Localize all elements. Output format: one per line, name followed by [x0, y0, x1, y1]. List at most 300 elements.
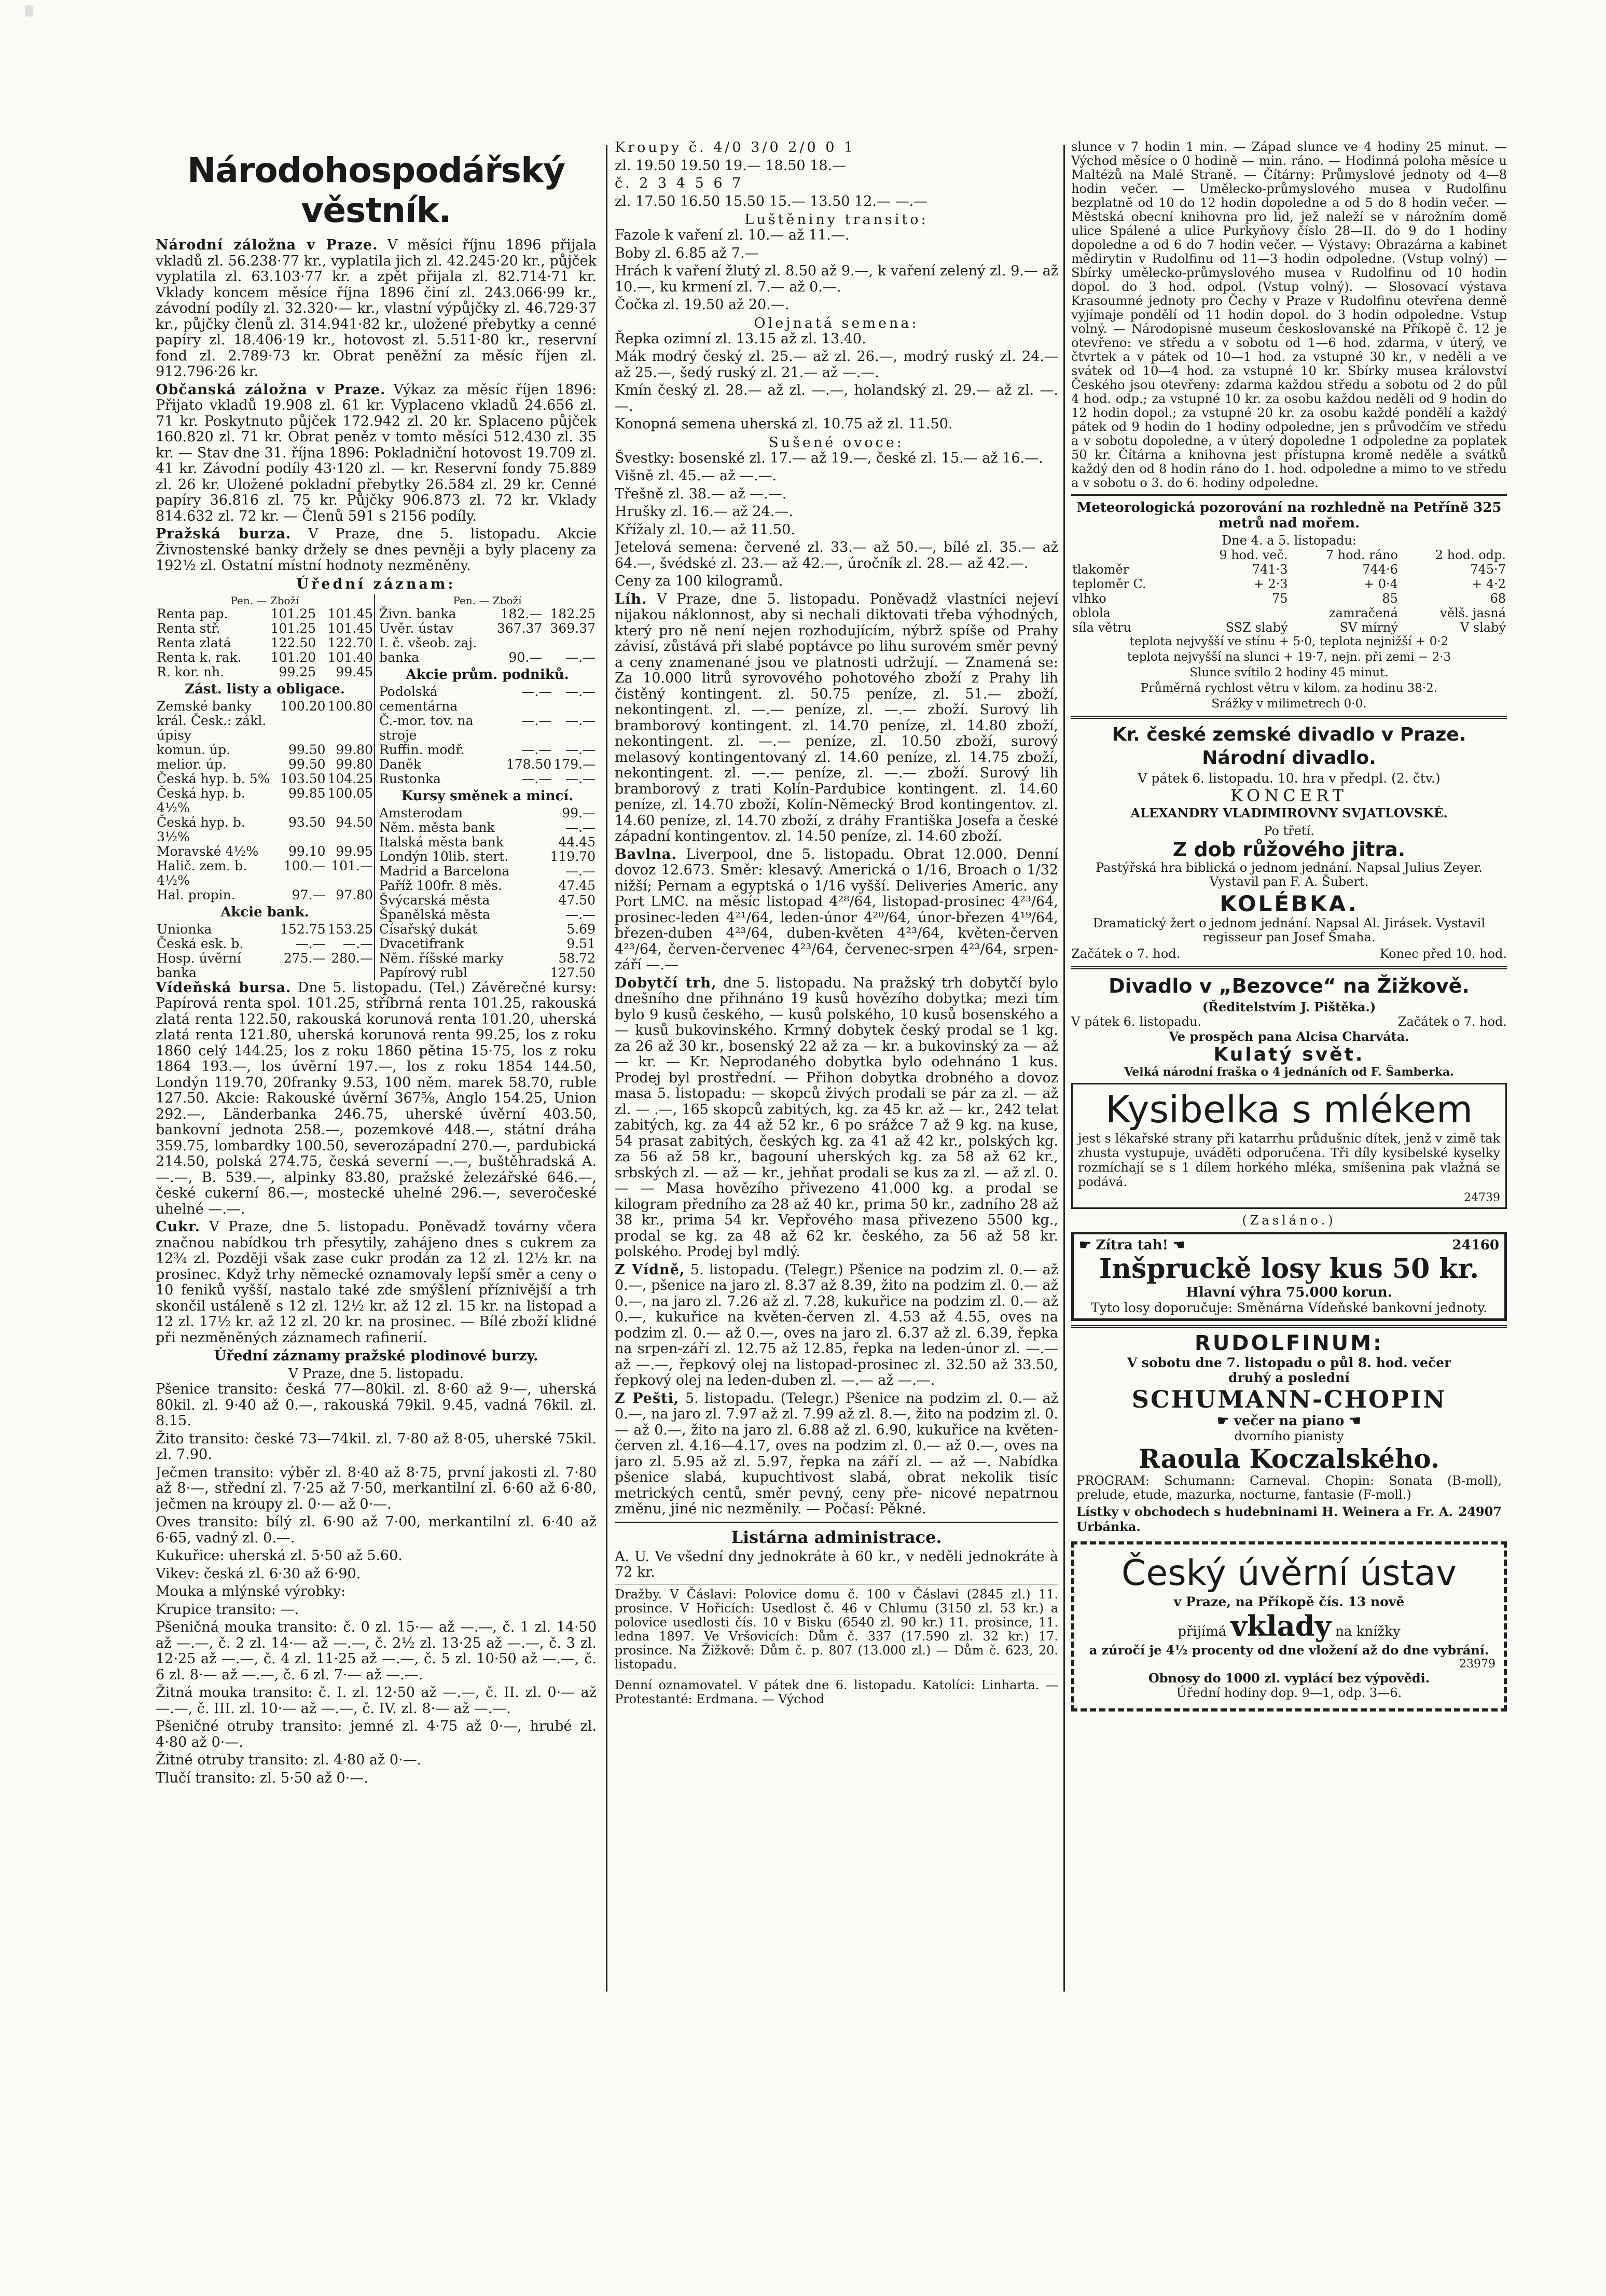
kroupy-head: Kroupy č. 4/0 3/0 2/0 0 1 — [615, 140, 856, 156]
row-label: Něm. města bank — [379, 819, 495, 835]
meteo-extra — [1071, 635, 1507, 711]
article-pest — [615, 1391, 1058, 1518]
ad-program: PROGRAM: Schumann: Carneval. Chopin: Sonata (B-moll), prelude, etude, mazurka, nocturne, fantasie (F-moll.) — [1076, 1473, 1502, 1502]
article-body: Dne 5. listopadu. (Tel.) Závěrečné kursy: Papírová renta spol. 101.25, stříbrná renta 101.25, rakouská zlatá renta 122.50, rakouská korunová renta 101.20, uherská zlatá renta 121.80, uherská korunová renta 99.25, los z roku 1860 celý 144.25, los z roku 1860 pětina 15·75, los z roku 1864 193.—, los úvěrní 197.—, los z roku 1854 144.50, Londýn 119.70, 20franky 9.53, 100 něm. marek 58.70, ruble 127.50. Akcie: Rakouské úvěrní 367⅝, Anglo 154.25, Union 292.—, Länderbanka 246.75, uherské úvěrní 403.50, bankovní jednota 258.—, pozemkové 448.—, státní dráha 359.75, lombardky 100.50, severozápadní 270.—, pardubická 214.50, polská 274.75, česká severní —.—, buštěhradská A. —.—, B. 539.—, alpinky 83.80, pražské železářské 646.—, české cukerní 86.—, mostecké uhelné 296.—, severočeské uhelné —.—. — [156, 979, 597, 1217]
ad-number: 24907 — [1458, 1504, 1502, 1519]
meteo-extra-item: teplota nejvyšší ve stínu + 5·0, teplota nejnižší + 0·2 — [1129, 635, 1449, 648]
bank-share-row — [156, 937, 374, 951]
rates-table-right — [378, 607, 597, 665]
rate-row — [378, 607, 597, 621]
ad-composers: SCHUMANN-CHOPIN — [1131, 1385, 1447, 1413]
divider — [615, 1522, 1058, 1523]
ad-pianist: Raoula Koczalského. — [1138, 1443, 1440, 1474]
row-value: 101.45 — [327, 606, 373, 621]
row-value: 99.85 — [288, 785, 326, 801]
row-value: 100.20 — [280, 698, 326, 714]
article-body: dne 5. listopadu. Na pražský trh dobytčí bylo dnešního dne přihnáno 19 kusů hovězího dobytka; mezi tím bylo 9 kusů českého, — kusů polského, 10 kusů bosenského a — kusů bukovinského. Krmný dobytek český prodal se 1 kg. za 26 až 30 kr., bosenský 22 až za — kr. a bukovinský za — až — kr. — Kr. Neprodaného dobytka bylo odehnáno 1 kus. Prodej byl prostřední. — Přihon dobytka drobného a dovoz masa 5. listopadu: — skopců živých prodali se pár za zl. — až zl. — .—, 165 skopců zabitých, kg. za 45 kr. až — kr., 242 telat zabitých, kg. za 44 až 52 kr., 6 po srážce 7 až 9 kg. na kuse, 54 prasat zabitých, českých kg. za 41 až 42 kr., polských kg. za 56 až 58 kr., bagouní uherských kg. za 58 až 62 kr., srbských zl. — až — kr., jehňat prodali se kus za zl. — až zl. 0.— — Masa hovězího přivezeno 41.000 kg. a prodal se kilogram předního za 28 až 40 kr., prima 50 kr., zadního 28 až 38 kr., prima 54 kr. Vepřového masa přivezeno 5500 kg., prodal se kg. za 48 až 62 kr. českého, za 56 až 58 kr. polského. Prodej byl mdlý. — [615, 975, 1058, 1260]
lusteniny-item: Fazole k vaření zl. 10.— až 11.—. — [615, 227, 850, 243]
produce-item: Pšenice transito: česká 77—80kil. zl. 8·60 až 9·—, uherská 80kil. zl. 9·40 až 0.—, rakouská 79kil. 9.45, vadná 76kil. zl. 8.15. — [156, 1381, 597, 1429]
ad-number: 24160 — [1452, 1237, 1499, 1253]
row-value: 85 — [1382, 591, 1398, 606]
row-label: Renta pap. — [157, 606, 228, 621]
row-value: 152.75 — [280, 921, 326, 937]
meteo-row — [1071, 591, 1507, 606]
article-heading: Dobytčí trh, — [615, 975, 717, 991]
row-label: Halič. zem. b. 4½% — [157, 858, 247, 888]
lusteniny-list — [615, 228, 1058, 313]
row-label: oblola — [1072, 606, 1111, 620]
koncert-label: KONCERT — [1230, 786, 1348, 805]
row-value: 101.20 — [270, 649, 316, 665]
exchange-row — [378, 966, 597, 980]
row-label — [1071, 548, 1184, 562]
share-row — [378, 714, 597, 743]
olej-item: Řepka ozimní zl. 13.15 až zl. 13.40. — [615, 330, 866, 347]
row-value: —.— — [565, 863, 596, 879]
ovoce-item: Višně zl. 45.— až —.—. — [615, 468, 777, 484]
ovoce-item: Švestky: bosenské zl. 17.— až 19.—, české zl. 15.— až 16.—. — [615, 450, 1043, 466]
ovoce-item: Ceny za 100 kilogramů. — [615, 573, 783, 589]
end-time: Konec před 10. hod. — [1379, 947, 1507, 961]
row-value: 101.25 — [270, 606, 316, 621]
ad-text: jest s lékařské strany při katarrhu průdušnic dítek, jenž v zimě tak zhusta vystupuje, uváděti odporučena. Tři díly kysibelské kyselky rozmíchají se s 1 dílem horkého mléka, smíšenina pak vlažná se podává. — [1078, 1131, 1500, 1189]
bond-row — [156, 757, 374, 772]
row-value: —.— — [565, 819, 596, 835]
play-text: Pastýřská hra biblická o jednom jednání. Napsal Julius Zeyer. Vystavil pan F. A. Šubert. — [1096, 860, 1483, 889]
row-value: 745·7 — [1470, 562, 1506, 577]
meteo-extra-item: Slunce svítilo 2 hodiny 45 minut. — [1189, 666, 1389, 679]
bond-row — [156, 888, 374, 902]
article-heading: Bavlna. — [615, 846, 677, 862]
ad-vklady-line — [1083, 1609, 1496, 1643]
row-value: + 4·2 — [1472, 577, 1506, 591]
ad-line: přijímá — [1178, 1624, 1227, 1639]
zaslano: (Zasláno.) — [1242, 1213, 1336, 1228]
article-body: V Praze, dne 5. listopadu. Poněvadž továrny včera značnou nabídkou trh přesytily, zahájeno dnes s cukrem za 12¾ zl. Později však zase cukr prodán za 12 zl. 12½ kr. na prosinec. Když trhy německé oznamovaly lepší směr a ceny o 10 feniků vyšší, nastalo také zde smýšlení příznivější a trh skončil ustáleně s 12 zl. 12½ kr. až 12 zl. 15 kr. na listopad a 12 zl. 17½ kr. až 12 zl. 20 kr. na prosinec. — Bílé zboží klidné při nezměněných záznamech rafinerií. — [156, 1219, 597, 1346]
ad-line: na knížky — [1335, 1624, 1401, 1639]
koncert-name: ALEXANDRY VLADIMIROVNY SVJATLOVSKÉ. — [1130, 805, 1448, 820]
play-text: Dramatický žert o jednom jednání. Napsal Al. Jirásek. Vystavil regisseur pan Josef Šmaha. — [1092, 916, 1486, 944]
row-value: 182.— — [500, 606, 543, 621]
ad-footer — [1076, 1504, 1502, 1534]
hand-icon: ☛ večer na piano ☚ — [1217, 1413, 1361, 1429]
bond-row — [156, 815, 374, 844]
national-theatre-heading: Národní divadlo. — [1202, 747, 1376, 769]
rate-row — [378, 636, 597, 650]
oznamovatel-text: Denní oznamovatel. V pátek dne 6. listopadu. Katolíci: Linharta. — Protestanté: Erdmana. — Východ — [615, 1677, 1058, 1706]
meteo-row — [1071, 606, 1507, 620]
exchange-row — [378, 937, 597, 951]
rate-row — [156, 650, 374, 665]
ad-title: Český úvěrní ústav — [1121, 1553, 1457, 1594]
exchange-row — [378, 850, 597, 864]
official-record-heading: Úřední záznam: — [296, 576, 456, 592]
meteo-extra-item: Průměrná rychlost větru v kilom. za hodinu 38·2. — [1140, 681, 1438, 695]
ad-number: 24739 — [1464, 1191, 1500, 1204]
row-value: 153.25 — [327, 921, 373, 937]
produce-item: Žito transito: české 73—74kil. zl. 7·80 až 8·05, uherské 75kil. zl. 7.90. — [156, 1430, 597, 1463]
row-value: —.— — [521, 713, 552, 728]
bezovce-sub: (Ředitelstvím J. Pištěka.) — [1202, 999, 1376, 1014]
bonds-heading: Zást. listy a obligace. — [185, 681, 345, 697]
article-body: V Praze, dne 5. listopadu. Poněvadž vlastníci nejeví nijakou náklonnost, aby si nechali diktovati třeba výhodných, který pro ně není nejen rozhodujícím, nýbrž spíše od Prahy závisí, zůstává při slabé poptávce po lihu surovém směr pevný a ceny znamenané jsou ve platnosti udržují. — Znamená se: Za 10.000 litrů syrovového pohotového zboží z Prahy lih čistěný kontingent. zl. 50.75 peníze, zl. 51.— zboží, nekontingent. zl. —.— peníze, zl. —.— zboží. Surový lih bramborový kontingent. zl. 14.70 peníze, zl. 14.80 zboží, nekontingent. zl. —.— peníze, zl. 10.50 zboží, surový melasový kontingentovaný zl. 14.60 peníze, zl. 14.75 zboží, nekontingent. zl. —.— peníze, zl. —.— zboží. Surový lih bramborový z trati Kolín-Pardubice kontingent. zl. 14.60 peníze, zl. 14.70 zboží, Kolín-Německý Brod kontingentov. zl. 14.60 peníze, zl. 14.70 zboží, z dráhy Františka Josefa a české západní kontingentov. zl. 14.50 peníze, zl. 14.60 zboží. — [615, 591, 1058, 844]
row-label: Moravské 4½% — [157, 843, 259, 859]
row-value: SSZ slabý — [1225, 620, 1288, 635]
produce-list — [156, 1382, 597, 1786]
row-value: V slabý — [1460, 620, 1506, 635]
bond-row — [156, 844, 374, 859]
row-label: Česká hyp. b. 3½% — [157, 814, 245, 844]
row-value: —.— — [565, 713, 596, 728]
meteo-col-head: 7 hod. ráno — [1325, 548, 1398, 562]
row-value: 369.37 — [550, 620, 596, 636]
ad-kysibelka — [1071, 1083, 1507, 1209]
row-value: + 2·3 — [1253, 577, 1288, 591]
row-label: Česká hyp. b. 5% — [157, 771, 270, 786]
row-value: 101.40 — [327, 649, 373, 665]
meteo-extra-item: teplota nejvyšší na slunci + 19·7, nejn. při zemi − 2·3 — [1127, 650, 1451, 664]
po-tom: Po třetí. — [1264, 824, 1314, 838]
row-value: —.— — [521, 742, 552, 757]
row-value: SV mírný — [1339, 620, 1398, 635]
article-bavlna — [615, 847, 1058, 973]
benefit-line: Ve prospěch pana Alcisa Charváta. — [1169, 1029, 1409, 1044]
row-label: Madrid a Barcelona — [379, 863, 510, 879]
article-prazska-burza — [156, 526, 597, 574]
produce-item: Krupice transito: —. — [156, 1601, 299, 1618]
row-value: 99.80 — [336, 742, 373, 757]
row-value: 100.— — [283, 858, 326, 873]
row-label: Dvacetifrank — [379, 936, 464, 951]
meteo-extra-item: Srážky v milimetrech 0·0. — [1211, 697, 1367, 711]
article-dobytek — [615, 976, 1058, 1260]
listarna-heading: Listárna administrace. — [731, 1527, 942, 1547]
bezovce-title: Divadlo v „Bezovce“ na Žižkově. — [1109, 975, 1470, 997]
produce-item: Pšeničná mouka transito: č. 0 zl. 15·— až —.—, č. 1 zl. 14·50 až —.—, č. 2 zl. 14·— až —.—, č. 2½ zl. 13·25 až —.—, č. 3 zl. 12·25 až —.—, č. 4 zl. 11·25 až —.—, č. 5 zl. 10·50 až —.—, č. 6 zl. 8·— až —.—, č. 6 zl. 7·— až —.—. — [156, 1619, 597, 1683]
binding-hole — [25, 5, 33, 17]
row-value: 99.— — [562, 805, 596, 820]
play-title: KOLÉBKA. — [1220, 891, 1359, 916]
row-value: 58.72 — [558, 950, 596, 966]
row-value: 97.80 — [336, 887, 373, 902]
article-heading: Z Pešti, — [615, 1390, 680, 1407]
row-value: 179.— — [553, 756, 596, 772]
row-value: 100.05 — [327, 785, 373, 801]
article-heading: Líh. — [615, 591, 647, 607]
row-value: 75 — [1272, 591, 1288, 606]
row-label: Zemské banky král. Česk.: zákl. úpisy — [157, 698, 267, 743]
row-label: Londýn 10lib. stert. — [379, 848, 509, 864]
lusteniny-item: Čočka zl. 19.50 až 20.—. — [615, 297, 790, 313]
row-value: 99.95 — [336, 843, 373, 859]
bezovce-times — [1071, 1014, 1507, 1029]
lusteniny-item: Hrách k vaření žlutý zl. 8.50 až 9.—, k vaření zelený zl. 9.— až 10.—, ku krmení zl. 7.— až 0.—. — [615, 263, 1058, 295]
row-label: Unionka — [157, 921, 212, 937]
bond-row — [156, 786, 374, 815]
article-lih — [615, 592, 1058, 845]
ad-top-text: Zítra tah! — [1096, 1237, 1169, 1253]
ad-line: večer na piano — [1234, 1413, 1345, 1429]
produce-item: Vikev: česká zl. 6·30 až 6·90. — [156, 1565, 361, 1582]
section-title: Národohospodářský věstník. — [187, 150, 565, 230]
share-row — [378, 757, 597, 772]
row-value: vělš. jasná — [1440, 606, 1506, 620]
column-rule — [606, 145, 607, 1992]
article-heading: Vídeňská bursa. — [156, 979, 292, 996]
ovoce-list — [615, 451, 1058, 590]
row-label: Švýcarská města — [379, 892, 490, 908]
row-value — [1184, 606, 1289, 620]
article-narodni-zalozna — [156, 238, 597, 380]
row-value: 99.45 — [336, 664, 373, 679]
article-heading: Pražská burza. — [156, 526, 292, 542]
bank-share-row — [156, 951, 374, 980]
row-label: R. kor. nh. — [157, 664, 225, 679]
rate-row — [156, 665, 374, 679]
industrial-shares-heading: Akcie prům. podniků. — [406, 666, 569, 683]
astro-text: slunce v 7 hodin 1 min. — Západ slunce ve 4 hodiny 25 minut. — Východ měsíce o 0 hodině — min. ráno. — Hodinná poloha měsíce u Maltézů na Malé Straně. — Čítárny: Průmyslové jednoty od 4—8 hodin večer. — Umělecko-průmyslového musea v Rudolfinu bezplatně od 10 do 12 hodin dopoledne a od 5 do 8 hodin večer. — Městská obecní knihovna pro lid, jež naleží se v nárožním domě ulice Spálené a ulice Purkyňovy číslo 28—II. do 9 do 1 hodiny dopoledne a od 6 do 7 hodin večer. — Výstavy: Obrazárna a kabinet mědirytin v Rudolfinu od 11—3 hodin odpoledne. (Vstup volný) — Sbírky umělecko-průmyslového musea v Rudolfinu od 10 hodin dopol. do 3 hod. odpol. (Vstup volný). — Slosovací výstava Krasoumné jednoty pro Čechy v Praze v Rudolfinu otevřena denně vyjímaje pondělí od 11 hodin dopol. do 3 hodin odpoledne. Vstup volný. — Národopisné museum českoslovanské na Příkopě č. 12 je otevřeno: ve středu a v sobotu od 1—6 hod. zdarma, v úterý, ve čtvrtek a v pátek od 10—1 hod. za vstupné 30 kr., v neděli a ve svátek od 10—4 hod. za vstupné 10 kr. Sbírky musea království Českého jsou otevřeny: zdarma každou středu a sobotu od 2 do půl 4 hod. odp.; za vstupné 10 kr. za osobu každou neděli od 9 hodin do 12 hodin dopol.; za vstupné 20 kr. za osobu každé pondělí a každý pátek od 9 hodin do 1 hodiny odpoledne, jen s průvodčím ve středu a v sobotu dopoledne, a v úterý dopoledne 1 odpoledne za poplatek 50 kr. Čítárna a knihovna jest přístupna kromě neděle a svátků každý den od 8 hodin ráno do 1. hod. odpoledne a mimo to ve středu a v sobotu o 3. do 6. hodiny odpoledne. — [1071, 140, 1507, 490]
olej-item: Konopná semena uherská zl. 10.75 až zl. 11.50. — [615, 416, 953, 432]
row-label: Ruffin. modř. — [379, 742, 465, 757]
exchange-row — [378, 951, 597, 966]
meteo-col-head: 2 hod. odp. — [1435, 548, 1506, 562]
row-value: 101.25 — [270, 620, 316, 636]
hand-icon: ☛ Zítra tah! ☚ — [1079, 1237, 1185, 1253]
column-2 — [615, 140, 1058, 2059]
drazby-text: Dražby. V Čáslavi: Polovice domu č. 100 v Čáslavi (2845 zl.) 11. prosince. V Hořicích: Usedlost č. 46 v Chlumu (3150 zl. 53 kr.) a polovice usedlosti čís. 10 v Bisku (6540 zl. 90 kr.) 11. prosince, 11. ledna 1897. Ve Vršovicích: Dům č. 337 (17.590 zl. 32 kr.) 17. prosince. Na Žižkově: Dům č. p. 807 (13.000 zl.) — Dům č. 623, 20. listopadu. — [615, 1587, 1058, 1672]
play-title: Kulatý svět. — [1213, 1044, 1365, 1065]
row-value: + 0·4 — [1364, 577, 1398, 591]
rates-col-head: Pen. — Zboží — [453, 594, 522, 607]
rates-right — [378, 594, 597, 980]
bank-shares-table — [156, 922, 374, 980]
row-label: komun. úp. — [157, 742, 231, 757]
play-title: Z dob růžového jitra. — [1172, 838, 1406, 861]
row-value: 47.50 — [558, 892, 596, 908]
article-body: 5. listopadu. (Telegr.) Pšenice na podzim zl. 0.— až 0.—, pšenice na jaro zl. 8.37 až 8.39, žito na podzim zl. 0.— až 0.—, na jaro zl. 7.26 až zl. 7.28, kukuřice na podzim zl. 0.— až 0.—, kukuřice na květen-červen zl. 4.53 až 4.55, oves na podzim zl. 0.— až 0.—, oves na jaro zl. 6.37 až zl. 6.39, řepka na srpen-září zl. 12.75 až 12.85, řepka na leden-únor zl. —.— až —.—, řepkový olej na listopad-prosinec zl. 32.50 až 33.50, řepkový olej na leden-duben zl. —.— až —.—. — [615, 1261, 1058, 1388]
row-value: 9.51 — [566, 936, 596, 951]
rates-col-head: Pen. — Zboží — [230, 594, 299, 607]
row-label: Podolská cementárna — [379, 684, 458, 714]
ad-line: V sobotu dne 7. listopadu o půl 8. hod. večer — [1127, 1355, 1451, 1370]
produce-item: Pšeničné otruby transito: jemné zl. 4·75 až 0·—, hrubé zl. 4·80 až 0·—. — [156, 1718, 597, 1750]
row-label: Císařský dukát — [379, 921, 478, 937]
row-value: 122.50 — [270, 635, 316, 650]
produce-item: Ječmen transito: výběr zl. 8·40 až 8·75, první jakosti zl. 7·80 až 8·—, střední zl. 7·25 až 7·50, merkantilní zl. 6·60 až 6·80, ječmen na kroupy zl. 0·— až 0·—. — [156, 1464, 597, 1512]
kroupy-row: zl. 17.50 16.50 15.50 15.— 13.50 12.— —.— — [615, 193, 928, 210]
exchange-row — [378, 806, 597, 820]
row-value: 93.50 — [288, 814, 326, 830]
olej-heading: Olejnatá semena: — [754, 315, 919, 331]
ad-line: dvorního pianisty — [1234, 1429, 1344, 1443]
kroupy-row: č. 2 3 4 5 6 7 — [615, 175, 744, 191]
divider — [1071, 716, 1507, 719]
article-heading: Národní záložna v Praze. — [156, 237, 378, 253]
rates-block — [156, 594, 597, 980]
ad-title: Inšpruckě losy kus 50 kr. — [1099, 1253, 1479, 1285]
row-label: Papírový rubl — [379, 965, 467, 980]
olej-list — [615, 331, 1058, 433]
bond-row — [156, 772, 374, 786]
produce-item: Žitné otruby transito: zl. 4·80 až 0·—. — [156, 1752, 422, 1768]
ovoce-item: Křížaly zl. 10.— až 11.50. — [615, 521, 795, 538]
ad-vklady: vklady — [1230, 1609, 1331, 1643]
row-value: —.— — [565, 742, 596, 757]
ad-cesky-uverni-ustav — [1071, 1541, 1507, 1711]
row-value: —.— — [565, 907, 596, 922]
meteo-date: Dne 4. a 5. listopadu: — [1222, 533, 1356, 548]
bonds-table — [156, 699, 374, 902]
rates-table-left — [156, 607, 374, 679]
column-3 — [1071, 140, 1507, 2059]
bond-row — [156, 859, 374, 888]
ad-line: druhý a poslední — [1228, 1370, 1350, 1385]
industrial-shares-table — [378, 685, 597, 786]
row-value: 280.— — [331, 950, 373, 966]
row-label: Italská města bank — [379, 834, 504, 850]
row-label: I. č. všeob. zaj. — [379, 635, 477, 650]
row-value: 101.45 — [327, 620, 373, 636]
ad-title: Kysibelka s mlékem — [1105, 1088, 1473, 1131]
row-value: 5.69 — [566, 921, 596, 937]
exchange-row — [378, 820, 597, 835]
row-label: tlakoměr — [1072, 562, 1129, 577]
row-value: 127.50 — [550, 965, 596, 980]
row-value: —.— — [565, 684, 596, 699]
ad-top — [1079, 1237, 1499, 1253]
row-value: zamračená — [1329, 606, 1398, 620]
produce-item: Oves transito: bílý zl. 6·90 až 7·00, merkantilní zl. 6·40 až 6·65, vadný zl. 0.—. — [156, 1514, 597, 1546]
row-value: 744·6 — [1362, 562, 1398, 577]
exchange-row — [378, 879, 597, 893]
column-rule — [1063, 145, 1065, 1992]
row-value: 99.50 — [288, 742, 326, 757]
row-label: Renta stř. — [157, 620, 220, 636]
ad-text: Tyto losy doporučuje: Směnárna Vídeňské bankovní jednoty. — [1090, 1300, 1488, 1315]
exchange-row — [378, 908, 597, 922]
exchange-row — [378, 835, 597, 850]
kroupy-row: zl. 19.50 19.50 19.— 18.50 18.— — [615, 157, 847, 174]
meteo-col-head: 9 hod. več. — [1219, 548, 1288, 562]
row-value: 94.50 — [336, 814, 373, 830]
row-label: banka — [379, 649, 420, 665]
ad-line: a zúročí je 4½ procenty od dne vložení až do dne vybrání. — [1089, 1643, 1489, 1658]
ovoce-item: Jetelová semena: červené zl. 33.— až 50.—, bílé zl. 35.— až 64.—, švédské zl. 23.— až 42.—, úročník zl. 28.— až 42.—. — [615, 539, 1058, 572]
row-label: Uvěr. ústav — [379, 620, 454, 636]
article-heading: Z Vídně, — [615, 1261, 685, 1278]
row-value: 104.25 — [327, 771, 373, 786]
row-value: 101.— — [331, 858, 373, 873]
row-label: Hosp. úvěrní banka — [157, 950, 241, 980]
ad-rudolfinum — [1071, 1325, 1507, 1537]
ad-win: Hlavní výhra 75.000 korun. — [1186, 1285, 1392, 1300]
produce-item: Žitná mouka transito: č. I. zl. 12·50 až —.—, č. II. zl. 0·— až —.—, č. III. zl. 10·— až —.—, č. IV. zl. 8·— až —.—. — [156, 1685, 597, 1717]
rate-row — [156, 621, 374, 636]
divider — [1071, 966, 1507, 969]
row-value: 90.— — [508, 649, 543, 665]
ad-tickets: Lístky v obchodech s hudebninami H. Weinera a Fr. A. Urbánka. — [1076, 1504, 1453, 1534]
article-heading: Cukr. — [156, 1219, 200, 1235]
meteo-head-row — [1071, 548, 1507, 562]
column-1 — [156, 140, 597, 2059]
start-time: Začátek o 7. hod. — [1397, 1014, 1507, 1029]
row-value: 103.50 — [280, 771, 326, 786]
share-row — [378, 772, 597, 786]
row-label: Amsterodam — [379, 805, 463, 820]
produce-item: Mouka a mlýnské výrobky: — [156, 1583, 346, 1599]
olej-item: Mák modrý český zl. 25.— až zl. 26.—, modrý ruský zl. 24.— až 25.—, šedý ruský zl. 21.— až —.—. — [615, 349, 1058, 381]
row-value: 122.70 — [327, 635, 373, 650]
row-label: Renta zlatá — [157, 635, 231, 650]
ovoce-item: Třešně zl. 38.— až —.—. — [615, 485, 787, 502]
row-label: síla větru — [1072, 620, 1131, 635]
produce-date: V Praze, dne 5. listopadu. — [288, 1366, 464, 1382]
ad-line: Obnosy do 1000 zl. vyplácí bez výpovědi. — [1148, 1671, 1430, 1686]
ad-line: Úřední hodiny dop. 9—1, odp. 3—6. — [1176, 1686, 1402, 1700]
row-label: Česká esk. b. — [157, 936, 244, 951]
exchange-table — [378, 806, 597, 980]
row-value: —.— — [565, 771, 596, 786]
row-label: Česká hyp. b. 4½% — [157, 785, 245, 815]
bond-row — [156, 699, 374, 743]
row-label: Č.-mor. tov. na stroje — [379, 713, 474, 743]
row-label: Paříž 100fr. 8 měs. — [379, 878, 502, 893]
row-value: 99.10 — [288, 843, 326, 859]
row-value: 100.80 — [327, 698, 373, 714]
row-value: —.— — [521, 684, 552, 699]
row-value: —.— — [295, 936, 326, 951]
ovoce-item: Hrušky zl. 16.— až 24.—. — [615, 504, 793, 520]
row-value: 741·3 — [1252, 562, 1288, 577]
share-row — [378, 743, 597, 757]
bank-shares-heading: Akcie bank. — [220, 904, 309, 920]
ad-insprucke-losy — [1071, 1232, 1507, 1321]
article-viden — [615, 1262, 1058, 1389]
ad-title: RUDOLFINUM: — [1195, 1331, 1383, 1355]
ad-number: 23979 — [1459, 1658, 1496, 1671]
lusteniny-heading: Luštěniny transito: — [744, 212, 929, 228]
row-label: Něm. říšské marky — [379, 950, 504, 966]
row-label: Hal. propin. — [157, 887, 236, 902]
ovoce-heading: Sušené ovoce: — [769, 434, 904, 451]
olej-item: Kmín český zl. 28.— až zl. —.—, holandský zl. 29.— až zl. —.—. — [615, 382, 1058, 414]
start-time: Začátek o 7. hod. — [1071, 947, 1181, 961]
row-value: 119.70 — [550, 848, 596, 864]
exchange-row — [378, 893, 597, 908]
row-value — [543, 636, 597, 650]
row-value — [490, 636, 544, 650]
row-value: 68 — [1490, 591, 1506, 606]
article-videnska-bursa — [156, 980, 597, 1218]
row-value: —.— — [521, 771, 552, 786]
row-value: 182.25 — [550, 606, 596, 621]
play-text: Velká národní fraška o 4 jednáních od F. Šamberka. — [1124, 1065, 1454, 1079]
play-times — [1071, 947, 1507, 961]
produce-item: Kukuřice: uherská zl. 5·50 až 5.60. — [156, 1548, 403, 1564]
article-cukr — [156, 1219, 597, 1346]
produce-item: Tlučí transito: zl. 5·50 až 0·—. — [156, 1770, 368, 1786]
meteo-row — [1071, 562, 1507, 577]
meteo-row — [1071, 577, 1507, 591]
article-body: V Praze, dne 5. listopadu. Akcie Živnostenské banky držely se dnes pevněji a byly placeny za 192½ zl. Ostatní místní hodnoty nezměněny. — [156, 526, 597, 574]
article-heading: Občanská záložna v Praze. — [156, 381, 386, 398]
row-value: —.— — [343, 936, 373, 951]
article-body: V měsíci říjnu 1896 přijala vkladů zl. 56.238·77 kr., vyplatila jich zl. 42.245·20 kr., půjček vyplatila zl. 63.103·77 kr. a zpět přijala zl. 82.714·71 kr. Vklady koncem měsíce října 1896 činí zl. 243.066·99 kr., závodní podíly zl. 32.320·— kr., vlastní výpůjčky zl. 46.729·37 kr., půjčky členů zl. 314.941·82 kr., uložené přebytky a cenné papíry zl. 18.406·19 kr., hotovost zl. 5.511·80 kr., reservní fond zl. 2.789·73 kr. Obrat peněžní za měsíc říjen zl. 912.796·26 kr. — [156, 237, 597, 380]
theatre-heading: Kr. české zemské divadlo v Praze. — [1112, 724, 1466, 745]
row-value: 97.— — [292, 887, 326, 902]
row-value: 99.50 — [288, 756, 326, 772]
produce-exchange-heading: Úřední záznamy pražské plodinové burzy. — [214, 1348, 538, 1364]
